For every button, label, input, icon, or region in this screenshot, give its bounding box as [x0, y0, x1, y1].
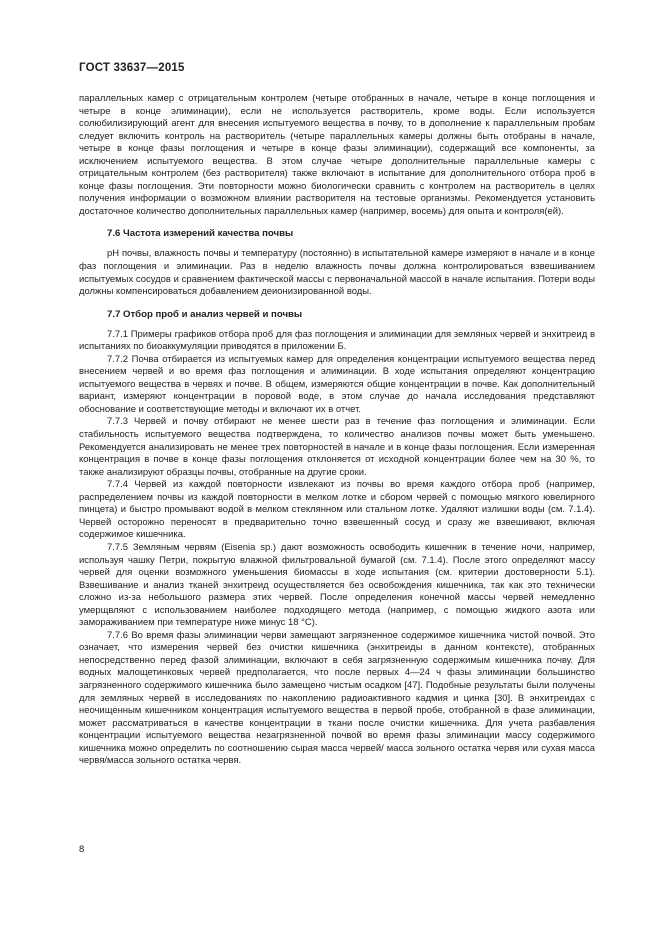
document-body — [79, 93, 595, 768]
section-heading-7-7: 7.7 Отбор проб и анализ червей и почвы — [107, 308, 303, 320]
document-header: ГОСТ 33637—2015 — [79, 62, 185, 74]
clause-7-7-4: 7.7.4 Червей из каждой повторности извлекают из почвы во время каждого отбора проб (например, распределением почвы из каждой повторности в мелком лотке и сбором червей с помощью мягкого ювелирного пинцета) и быстро промывают водой в мелком стеклянном или стальном лотке. Удаляют излишки воды (см. 7.1.4). Червей осторожно переносят в предварительно точно взвешенный сосуд и сразу же взвешивают, включая содержимое кишечника. — [79, 479, 595, 541]
clause-7-7-5: 7.7.5 Земляным червям (Eisenia sp.) дают возможность освободить кишечник в течение ночи, например, используя чашку Петри, покрытую влажной фильтровальной бумагой (см. 7.1.4). После этого определяют массу червей для оценки возможного уменьшения биомассы в ходе испытания (см. критерии достоверности 5.1). Взвешивание и анализ тканей энхитреид осуществляется без освобождения кишечника, так как это технически сложно из-за небольшого размера этих червей. После определения конечной массы червей немедленно умерщвляют с использованием наиболее подходящего метода (например, с помощью жидкого азота или замораживанием при температуре ниже минус 18 °С). — [79, 541, 595, 629]
section-heading-7-6: 7.6 Частота измерений качества почвы — [107, 228, 294, 240]
page-number: 8 — [79, 844, 85, 855]
section-7-6-paragraph: pH почвы, влажность почвы и температуру (постоянно) в испытательной камере измеряют в начале и в конце фаз поглощения и элиминации. Раз в неделю влажность почвы должна контролироваться взвешиванием испытуемых сосудов и сравнением фактической массы с первоначальной массой в начале испытания. Потери воды должны компенсироваться добавлением деионизированной воды. — [79, 248, 595, 298]
clause-7-7-1: 7.7.1 Примеры графиков отбора проб для фаз поглощения и элиминации для земляных червей и энхитреид в испытаниях по биоаккумуляции приводятся в приложении Б. — [79, 328, 595, 353]
clause-7-7-2: 7.7.2 Почва отбирается из испытуемых камер для определения концентрации испытуемого вещества перед внесением червей и во время фаз поглощения и элиминации. В ходе испытания определяют концентрацию испытуемого вещества в червях и почве. В общем, измеряются общие концентрации в почве. Как дополнительный вариант, измеряют концентрации в поровой воде, в этом случае до начала исследования представляют обоснование и соответствующие методы и включают их в отчет. — [79, 353, 595, 415]
clause-7-7-6: 7.7.6 Во время фазы элиминации черви замещают загрязненное содержимое кишечника чистой почвой. Это означает, что измерения червей без очистки кишечника (энхитреиды в данном контексте), отобранных непосредственно перед фазой элиминации, включают в себя загрязненную содержимым кишечника почву. Для водных малощетинковых червей предполагается, что после первых 4—24 ч фазы элиминации большинство загрязненного содержимого кишечника было замещено чистым осадком [47]. Подобные результаты были получены для земляных червей в исследованиях по накоплению радиоактивного кадмия и цинка [30]. В энхитреидах с неочищенным кишечником концентрация испытуемого вещества в первой пробе, отобранной в фазе элиминации, может рассматриваться в качестве концентрации в ткани после очистки кишечника. Для учета разбавления концентрации испытуемого вещества незагрязненной почвой во время фазы элиминации массу содержимого кишечника можно определить по соотношению сырая масса червей/ масса зольного остатка червя или сухая масса червя/масса зольного остатка червя. — [79, 629, 595, 767]
intro-paragraph: параллельных камер с отрицательным контролем (четыре отобранных в начале, четыре в конце поглощения и четыре в конце элиминации), если не используется растворитель, кроме воды. Если используется солюбилизирующий агент для внесения испытуемого вещества в почву, то в дополнение к параллельным пробам следует включить контроль на растворитель (четыре параллельных камеры должны быть отобраны в начале, четыре в конце фазы поглощения и четыре в конце фазы элиминации), содержащий все компоненты, за исключением испытуемого вещества. В этом случае четыре дополнительные параллельные камеры с отрицательным контролем (без растворителя) также включают в испытание для дополнительного отбора проб в конце фазы поглощения. Эти повторности можно биологически сравнить с контролем на растворитель в целях получения информации о возможном влиянии растворителя на тестовые организмы. Рекомендуется установить достаточное количество дополнительных параллельных камер (например, восемь) для опыта и контроля(ей). — [79, 93, 595, 217]
clause-7-7-3: 7.7.3 Червей и почву отбирают не менее шести раз в течение фаз поглощения и элиминации. Если стабильность испытуемого вещества подтверждена, то количество анализов почвы может быть уменьшено. Рекомендуется анализировать не менее трех повторностей в начале и в конце фазы поглощения. Если измеренная концентрация в почве в конце фазы поглощения отклоняется от исходной концентрации более чем на 30 %, то также анализируют образцы почвы, отобранные на другие сроки. — [79, 416, 595, 478]
